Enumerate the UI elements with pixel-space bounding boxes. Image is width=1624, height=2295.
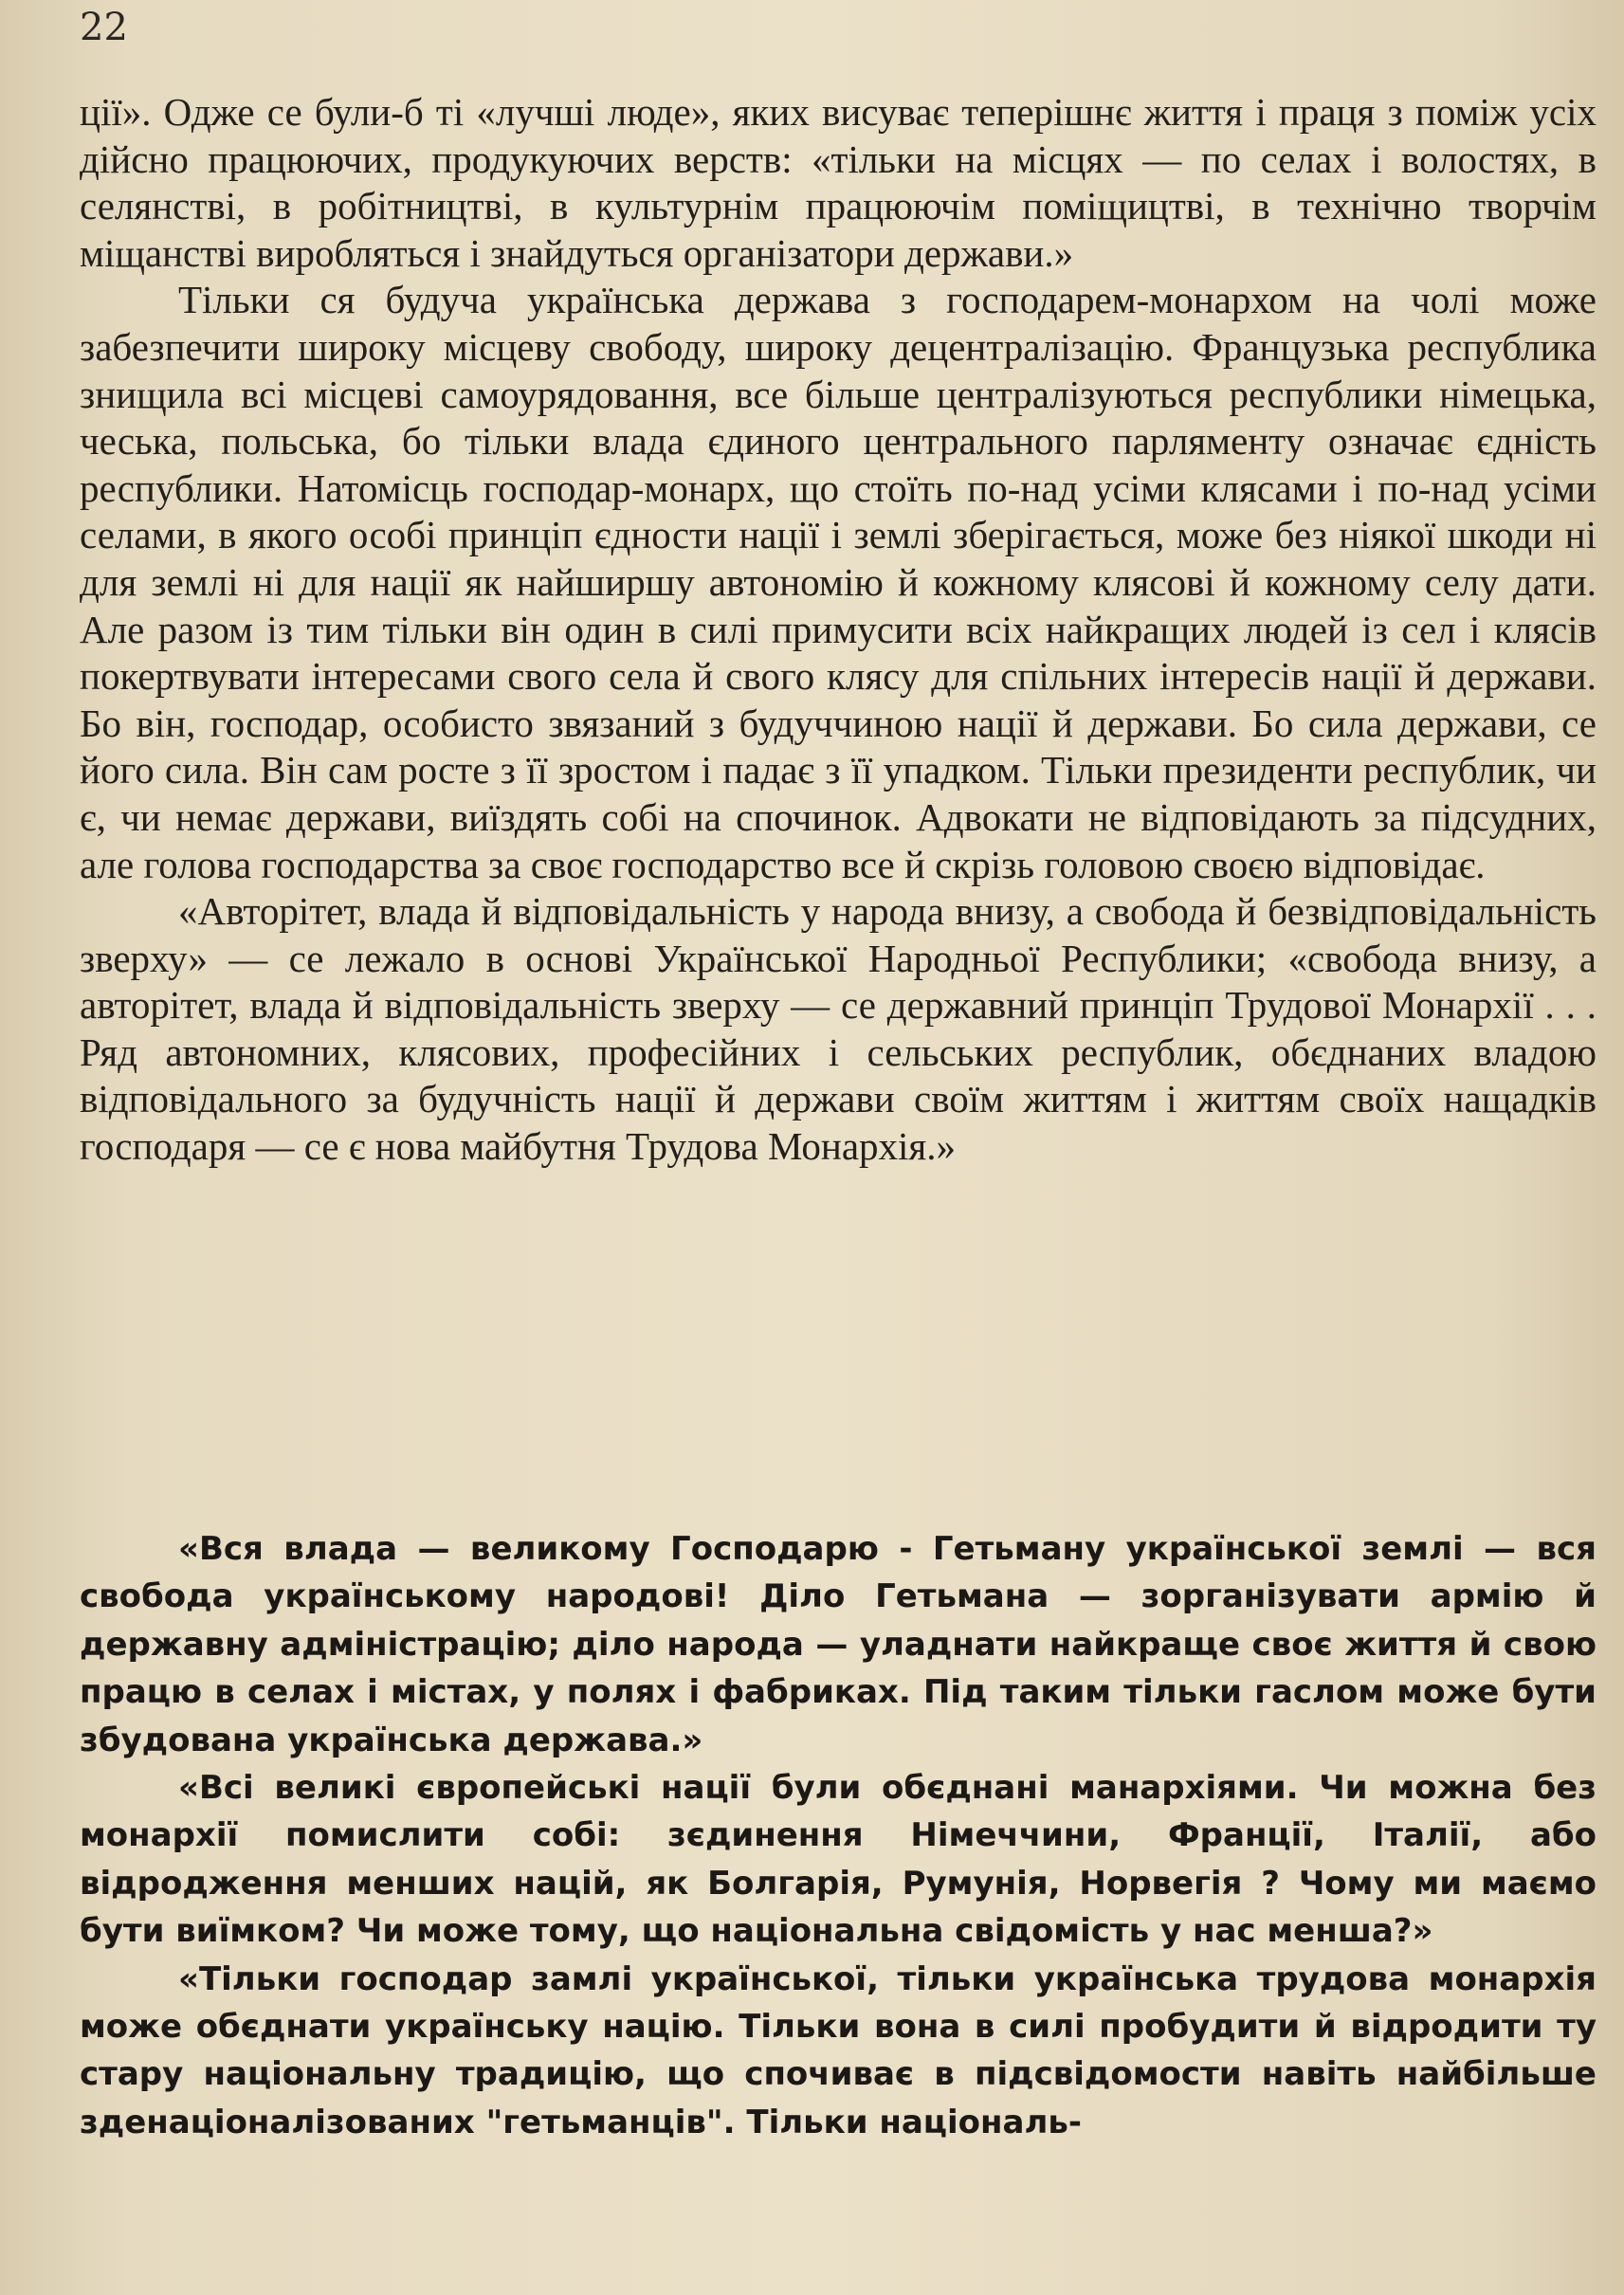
serif-text-block (80, 89, 1597, 1171)
paragraph-1: ції». Одже се були-б ті «лучші люде», яких висуває теперішнє життя і праця з поміж усіх дійсно працюючих, продукуючих верств: «тільки на місцях — по селах і волостях, в селянстві, в робітництві, в культурнім працюючім поміщицтві, в технічно творчім міщанстві виробляться і знайдуться організатори держави.» (80, 90, 1597, 275)
paragraph-6: «Тільки господар замлі української, тільки українська трудова монархія може обєднати українську націю. Тільки вона в силі пробудити й відродити ту стару національну традицію, що спочиває в підсвідомости навіть найбільше зденаціоналізованих "гетьманців". Тільки національ- (80, 1959, 1597, 2141)
paragraph-2: Тільки ся будуча українська держава з господарем-монархом на чолі може забезпечити широку місцеву свободу, широку децентралізацію. Французька республика знищила всі місцеві самоурядовання, все більше централізуються республики німецька, чеська, польська, бо тільки влада єдиного центрального парляменту означає єдність республики. Натомісць господар-монарх, що стоїть по-над усіми клясами і по-над усіми селами, в якого особі принціп єдности нації і землі зберігається, може без ніякої шкоди ні для землі ні для нації як найширшу автономію й кожному клясові й кожному селу дати. Але разом із тим тільки він один в силі примусити всіх найкращих людей із сел і клясів покертвувати інтересами свого села й свого клясу для спільних інтересів нації й держави. Бо він, господар, особисто звязаний з будуччиною нації й держави. Бо сила держави, се його сила. Він сам росте з її зростом і падає з її упадком. Тільки президенти республик, чи є, чи немає держави, виїздять собі на спочинок. Адвокати не відповідають за підсудних, але голова господарства за своє господарство все й скрізь головою своєю відповідає. (80, 278, 1597, 886)
page-number: 22 (80, 6, 128, 49)
paragraph-5: «Всі великі європейські нації були обєднані манархіями. Чи можна без монархії помислити собі: зєдинення Німеччини, Франції, Італії, або відродження менших націй, як Болгарія, Румунія, Норвегія ? Чому ми маємо бути виїмком? Чи може тому, що національна свідомість у нас менша?» (80, 1769, 1597, 1951)
bold-text-block (80, 1525, 1597, 2146)
paragraph-3: «Авторітет, влада й відповідальність у народа внизу, а свобода й безвідповідальність зверху» — се лежало в основі Української Народньої Республики; «свобода внизу, а авторітет, влада й відповідальність зверху — се державний принціп Трудової Монархії . . . Ряд автономних, клясових, професійних і сельських республик, обєднаних владою відповідального за будучність нації й держави своїм життям і життям своїх нащадків господаря — се є нова майбутня Трудова Монархія.» (80, 889, 1597, 1169)
paragraph-4: «Вся влада — великому Господарю - Гетьману української землі — вся свобода українському народові! Діло Гетьмана — зорганізувати армію й державну адміністрацію; діло народа — уладнати найкраще своє життя й свою працю в селах і містах, у полях і фабриках. Під таким тільки гаслом може бути збудована українська держава.» (80, 1530, 1597, 1759)
